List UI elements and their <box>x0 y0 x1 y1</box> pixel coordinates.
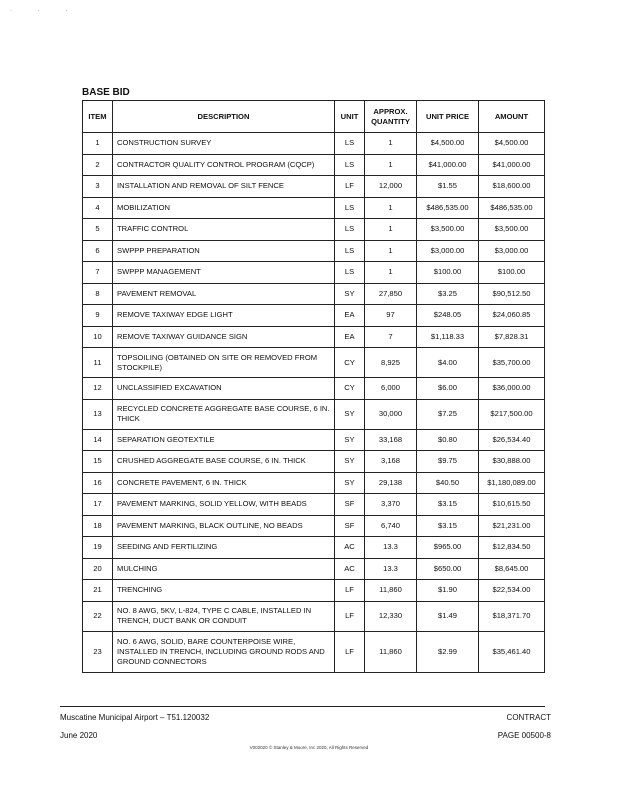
cell-quantity: 27,850 <box>365 283 417 305</box>
footer-project: Muscatine Municipal Airport – T51.120032 <box>60 713 210 722</box>
cell-item: 14 <box>83 429 113 451</box>
cell-amount: $21,231.00 <box>479 515 545 537</box>
cell-unit: SY <box>335 451 365 473</box>
table-row <box>83 240 545 262</box>
cell-item: 21 <box>83 580 113 602</box>
cell-unit: LF <box>335 631 365 672</box>
cell-unit-price: $6.00 <box>417 378 479 400</box>
header-item: ITEM <box>83 101 113 133</box>
table-row <box>83 429 545 451</box>
cell-quantity: 3,168 <box>365 451 417 473</box>
cell-item: 19 <box>83 537 113 559</box>
cell-item: 3 <box>83 176 113 198</box>
cell-unit: SF <box>335 494 365 516</box>
cell-description: SWPPP MANAGEMENT <box>113 262 335 284</box>
cell-amount: $30,888.00 <box>479 451 545 473</box>
cell-unit: LS <box>335 262 365 284</box>
cell-unit-price: $248.05 <box>417 305 479 327</box>
table-row <box>83 601 545 631</box>
cell-description: CRUSHED AGGREGATE BASE COURSE, 6 IN. THICK <box>113 451 335 473</box>
cell-unit-price: $3.25 <box>417 283 479 305</box>
table-row <box>83 399 545 429</box>
cell-description: PAVEMENT MARKING, SOLID YELLOW, WITH BEADS <box>113 494 335 516</box>
cell-description: TRAFFIC CONTROL <box>113 219 335 241</box>
cell-quantity: 29,138 <box>365 472 417 494</box>
cell-unit: EA <box>335 305 365 327</box>
cell-description: PAVEMENT REMOVAL <box>113 283 335 305</box>
cell-unit: LS <box>335 219 365 241</box>
cell-item: 2 <box>83 154 113 176</box>
cell-unit-price: $100.00 <box>417 262 479 284</box>
cell-quantity: 7 <box>365 326 417 348</box>
cell-item: 16 <box>83 472 113 494</box>
footer-copyright: V002020 © Stanley & Moore, Inc 2020, All Rights Reserved <box>249 745 369 750</box>
cell-unit-price: $1,118.33 <box>417 326 479 348</box>
cell-description: SEPARATION GEOTEXTILE <box>113 429 335 451</box>
table-row <box>83 348 545 378</box>
cell-item: 8 <box>83 283 113 305</box>
cell-unit: LF <box>335 176 365 198</box>
cell-amount: $8,645.00 <box>479 558 545 580</box>
cell-unit: SF <box>335 515 365 537</box>
cell-amount: $12,834.50 <box>479 537 545 559</box>
cell-unit-price: $486,535.00 <box>417 197 479 219</box>
cell-unit-price: $3,000.00 <box>417 240 479 262</box>
cell-amount: $1,180,089.00 <box>479 472 545 494</box>
cell-quantity: 8,925 <box>365 348 417 378</box>
cell-unit-price: $965.00 <box>417 537 479 559</box>
cell-unit-price: $4,500.00 <box>417 133 479 155</box>
footer-doc-type: CONTRACT <box>506 713 551 722</box>
cell-quantity: 12,000 <box>365 176 417 198</box>
table-row <box>83 219 545 241</box>
cell-quantity: 3,370 <box>365 494 417 516</box>
cell-quantity: 30,000 <box>365 399 417 429</box>
cell-amount: $217,500.00 <box>479 399 545 429</box>
footer-page-number: PAGE 00500-8 <box>497 731 551 740</box>
table-row <box>83 494 545 516</box>
cell-unit-price: $1.90 <box>417 580 479 602</box>
cell-unit-price: $1.55 <box>417 176 479 198</box>
cell-amount: $41,000.00 <box>479 154 545 176</box>
cell-unit: AC <box>335 558 365 580</box>
table-row <box>83 558 545 580</box>
cell-amount: $90,512.50 <box>479 283 545 305</box>
cell-unit-price: $2.99 <box>417 631 479 672</box>
cell-quantity: 1 <box>365 154 417 176</box>
cell-unit-price: $1.49 <box>417 601 479 631</box>
cell-quantity: 1 <box>365 240 417 262</box>
cell-description: TRENCHING <box>113 580 335 602</box>
cell-description: TOPSOILING (OBTAINED ON SITE OR REMOVED FROM STOCKPILE) <box>113 348 335 378</box>
cell-quantity: 1 <box>365 262 417 284</box>
section-title: BASE BID <box>82 87 130 98</box>
cell-quantity: 13.3 <box>365 558 417 580</box>
cell-description: UNCLASSIFIED EXCAVATION <box>113 378 335 400</box>
cell-item: 10 <box>83 326 113 348</box>
cell-unit: CY <box>335 348 365 378</box>
cell-description: SWPPP PREPARATION <box>113 240 335 262</box>
table-row <box>83 378 545 400</box>
cell-description: PAVEMENT MARKING, BLACK OUTLINE, NO BEADS <box>113 515 335 537</box>
cell-quantity: 13.3 <box>365 537 417 559</box>
cell-description: MULCHING <box>113 558 335 580</box>
table-row <box>83 515 545 537</box>
cell-unit: LS <box>335 197 365 219</box>
cell-quantity: 1 <box>365 133 417 155</box>
header-description: DESCRIPTION <box>113 101 335 133</box>
cell-description: CONTRACTOR QUALITY CONTROL PROGRAM (CQCP) <box>113 154 335 176</box>
cell-quantity: 33,168 <box>365 429 417 451</box>
scan-specks: · · · <box>10 8 80 14</box>
cell-item: 23 <box>83 631 113 672</box>
header-quantity <box>365 101 417 133</box>
cell-description: MOBILIZATION <box>113 197 335 219</box>
cell-quantity: 97 <box>365 305 417 327</box>
cell-item: 9 <box>83 305 113 327</box>
cell-item: 15 <box>83 451 113 473</box>
table-row <box>83 133 545 155</box>
header-unit: UNIT <box>335 101 365 133</box>
cell-description: NO. 8 AWG, 5KV, L-824, TYPE C CABLE, INSTALLED IN TRENCH, DUCT BANK OR CONDUIT <box>113 601 335 631</box>
cell-unit: SY <box>335 283 365 305</box>
cell-description: SEEDING AND FERTILIZING <box>113 537 335 559</box>
cell-item: 6 <box>83 240 113 262</box>
header-quantity-line2: QUANTITY <box>371 116 410 126</box>
cell-amount: $35,461.40 <box>479 631 545 672</box>
table-row <box>83 176 545 198</box>
cell-description: RECYCLED CONCRETE AGGREGATE BASE COURSE, 6 IN. THICK <box>113 399 335 429</box>
cell-amount: $18,371.70 <box>479 601 545 631</box>
cell-unit-price: $3,500.00 <box>417 219 479 241</box>
cell-unit: EA <box>335 326 365 348</box>
cell-amount: $22,534.00 <box>479 580 545 602</box>
cell-quantity: 11,860 <box>365 631 417 672</box>
table-row <box>83 154 545 176</box>
cell-description: REMOVE TAXIWAY GUIDANCE SIGN <box>113 326 335 348</box>
cell-item: 13 <box>83 399 113 429</box>
footer-date: June 2020 <box>60 731 98 740</box>
table-row <box>83 537 545 559</box>
cell-description: INSTALLATION AND REMOVAL OF SILT FENCE <box>113 176 335 198</box>
cell-item: 4 <box>83 197 113 219</box>
cell-amount: $24,060.85 <box>479 305 545 327</box>
table-row <box>83 262 545 284</box>
cell-unit-price: $0.80 <box>417 429 479 451</box>
cell-quantity: 1 <box>365 219 417 241</box>
table-row <box>83 631 545 672</box>
cell-description: REMOVE TAXIWAY EDGE LIGHT <box>113 305 335 327</box>
cell-unit-price: $4.00 <box>417 348 479 378</box>
cell-amount: $486,535.00 <box>479 197 545 219</box>
cell-quantity: 12,330 <box>365 601 417 631</box>
cell-item: 5 <box>83 219 113 241</box>
cell-quantity: 1 <box>365 197 417 219</box>
table-row <box>83 283 545 305</box>
cell-quantity: 6,000 <box>365 378 417 400</box>
cell-item: 1 <box>83 133 113 155</box>
header-unit-price: UNIT PRICE <box>417 101 479 133</box>
cell-amount: $100.00 <box>479 262 545 284</box>
cell-unit-price: $41,000.00 <box>417 154 479 176</box>
cell-unit: SY <box>335 429 365 451</box>
cell-unit: LS <box>335 133 365 155</box>
cell-description: CONCRETE PAVEMENT, 6 IN. THICK <box>113 472 335 494</box>
cell-unit-price: $3.15 <box>417 515 479 537</box>
cell-amount: $26,534.40 <box>479 429 545 451</box>
cell-item: 7 <box>83 262 113 284</box>
cell-unit: LS <box>335 154 365 176</box>
table-row <box>83 451 545 473</box>
table-header <box>83 101 545 133</box>
table-row <box>83 326 545 348</box>
cell-unit-price: $3.15 <box>417 494 479 516</box>
cell-item: 17 <box>83 494 113 516</box>
cell-unit: LF <box>335 601 365 631</box>
table-row <box>83 580 545 602</box>
cell-item: 12 <box>83 378 113 400</box>
cell-unit-price: $7.25 <box>417 399 479 429</box>
table-row <box>83 305 545 327</box>
cell-unit: AC <box>335 537 365 559</box>
cell-amount: $36,000.00 <box>479 378 545 400</box>
cell-amount: $10,615.50 <box>479 494 545 516</box>
cell-unit-price: $40.50 <box>417 472 479 494</box>
cell-amount: $3,000.00 <box>479 240 545 262</box>
table-row <box>83 472 545 494</box>
cell-unit: SY <box>335 472 365 494</box>
cell-quantity: 6,740 <box>365 515 417 537</box>
bid-table <box>82 100 545 673</box>
cell-item: 20 <box>83 558 113 580</box>
cell-unit: CY <box>335 378 365 400</box>
cell-item: 22 <box>83 601 113 631</box>
cell-amount: $18,600.00 <box>479 176 545 198</box>
cell-amount: $7,828.31 <box>479 326 545 348</box>
header-quantity-line1: APPROX. <box>373 106 408 116</box>
footer-divider <box>60 706 545 707</box>
cell-quantity: 11,860 <box>365 580 417 602</box>
cell-unit-price: $9.75 <box>417 451 479 473</box>
cell-description: CONSTRUCTION SURVEY <box>113 133 335 155</box>
cell-unit: LS <box>335 240 365 262</box>
cell-amount: $3,500.00 <box>479 219 545 241</box>
table-row <box>83 197 545 219</box>
cell-unit-price: $650.00 <box>417 558 479 580</box>
cell-amount: $35,700.00 <box>479 348 545 378</box>
header-amount: AMOUNT <box>479 101 545 133</box>
cell-amount: $4,500.00 <box>479 133 545 155</box>
cell-description: NO. 6 AWG, SOLID, BARE COUNTERPOISE WIRE, INSTALLED IN TRENCH, INCLUDING GROUND RODS AND GROUND CONNECTORS <box>113 631 335 672</box>
cell-item: 18 <box>83 515 113 537</box>
cell-item: 11 <box>83 348 113 378</box>
cell-unit: SY <box>335 399 365 429</box>
cell-unit: LF <box>335 580 365 602</box>
